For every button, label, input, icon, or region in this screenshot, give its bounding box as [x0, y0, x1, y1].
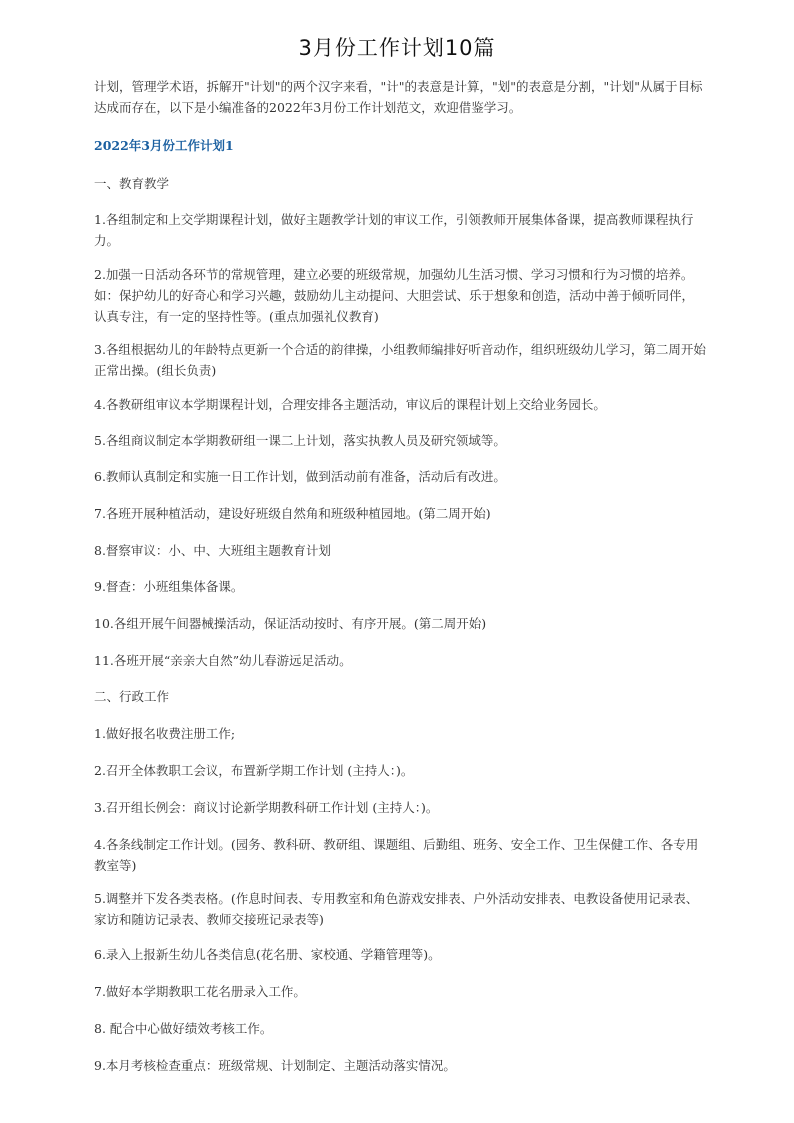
- paragraph-item: 4.各教研组审议本学期课程计划，合理安排各主题活动，审议后的课程计划上交给业务园长。: [94, 397, 606, 412]
- paragraph-item: 3.召开组长例会：商议讨论新学期教科研工作计划 (主持人：)。: [94, 800, 439, 815]
- paragraph-item: 8. 配合中心做好绩效考核工作。: [94, 1021, 273, 1036]
- paragraph-item: 5.各组商议制定本学期教研组一课二上计划，落实执教人员及研究领域等。: [94, 433, 506, 448]
- page-title: 3月份工作计划10篇: [298, 36, 496, 60]
- paragraph-item: 8.督察审议：小、中、大班组主题教育计划: [94, 543, 331, 558]
- intro-paragraph: 计划，管理学术语，拆解开"计划"的两个汉字来看，"计"的表意是计算，"划"的表意是分割，"计划"从属于目标达成而存在，以下是小编准备的2022年3月份工作计划范文，欢迎借鉴学习。: [94, 79, 703, 115]
- paragraph-item: 7.各班开展种植活动，建设好班级自然角和班级种植园地。(第二周开始): [94, 506, 491, 521]
- paragraph-item: 9.督查：小班组集体备课。: [94, 579, 244, 594]
- paragraph-item: 1.做好报名收费注册工作;: [94, 726, 236, 741]
- paragraph-item: 2.召开全体教职工会议，布置新学期工作计划 (主持人：)。: [94, 763, 414, 778]
- section-subtitle-admin: 二、行政工作: [94, 689, 170, 704]
- paragraph-item: 10.各组开展午间器械操活动，保证活动按时、有序开展。(第二周开始): [94, 616, 487, 631]
- paragraph-item: 6.教师认真制定和实施一日工作计划，做到活动前有准备，活动后有改进。: [94, 469, 506, 484]
- paragraph-item: 6.录入上报新生幼儿各类信息(花名册、家校通、学籍管理等)。: [94, 947, 441, 962]
- section-heading: 2022年3月份工作计划1: [94, 138, 234, 153]
- paragraph-item: 2.加强一日活动各环节的常规管理，建立必要的班级常规，加强幼儿生活习惯、学习习惯和行为习惯的培养。如：保护幼儿的好奇心和学习兴趣，鼓励幼儿主动提问、大胆尝试、乐于想象和创造，活动中善于倾听同伴，认真专注，有一定的坚持性等。(重点加强礼仪教育): [94, 267, 695, 324]
- paragraph-item: 3.各组根据幼儿的年龄特点更新一个合适的韵律操，小组教师编排好听音动作，组织班级幼儿学习，第二周开始正常出操。(组长负责): [94, 342, 706, 378]
- paragraph-item: 9.本月考核检查重点：班级常规、计划制定、主题活动落实情况。: [94, 1058, 456, 1073]
- paragraph-item: 5.调整并下发各类表格。(作息时间表、专用教室和角色游戏安排表、户外活动安排表、电教设备使用记录表、家访和随访记录表、教师交接班记录表等): [94, 891, 699, 927]
- paragraph-item: 1.各组制定和上交学期课程计划，做好主题教学计划的审议工作，引领教师开展集体备课，提高教师课程执行力。: [94, 212, 694, 248]
- paragraph-item: 11.各班开展“亲亲大自然”幼儿春游远足活动。: [94, 653, 352, 668]
- paragraph-item: 7.做好本学期教职工花名册录入工作。: [94, 984, 306, 999]
- section-subtitle-education: 一、教育教学: [94, 176, 170, 191]
- paragraph-item: 4.各条线制定工作计划。(园务、教科研、教研组、课题组、后勤组、班务、安全工作、卫生保健工作、各专用教室等): [94, 837, 699, 873]
